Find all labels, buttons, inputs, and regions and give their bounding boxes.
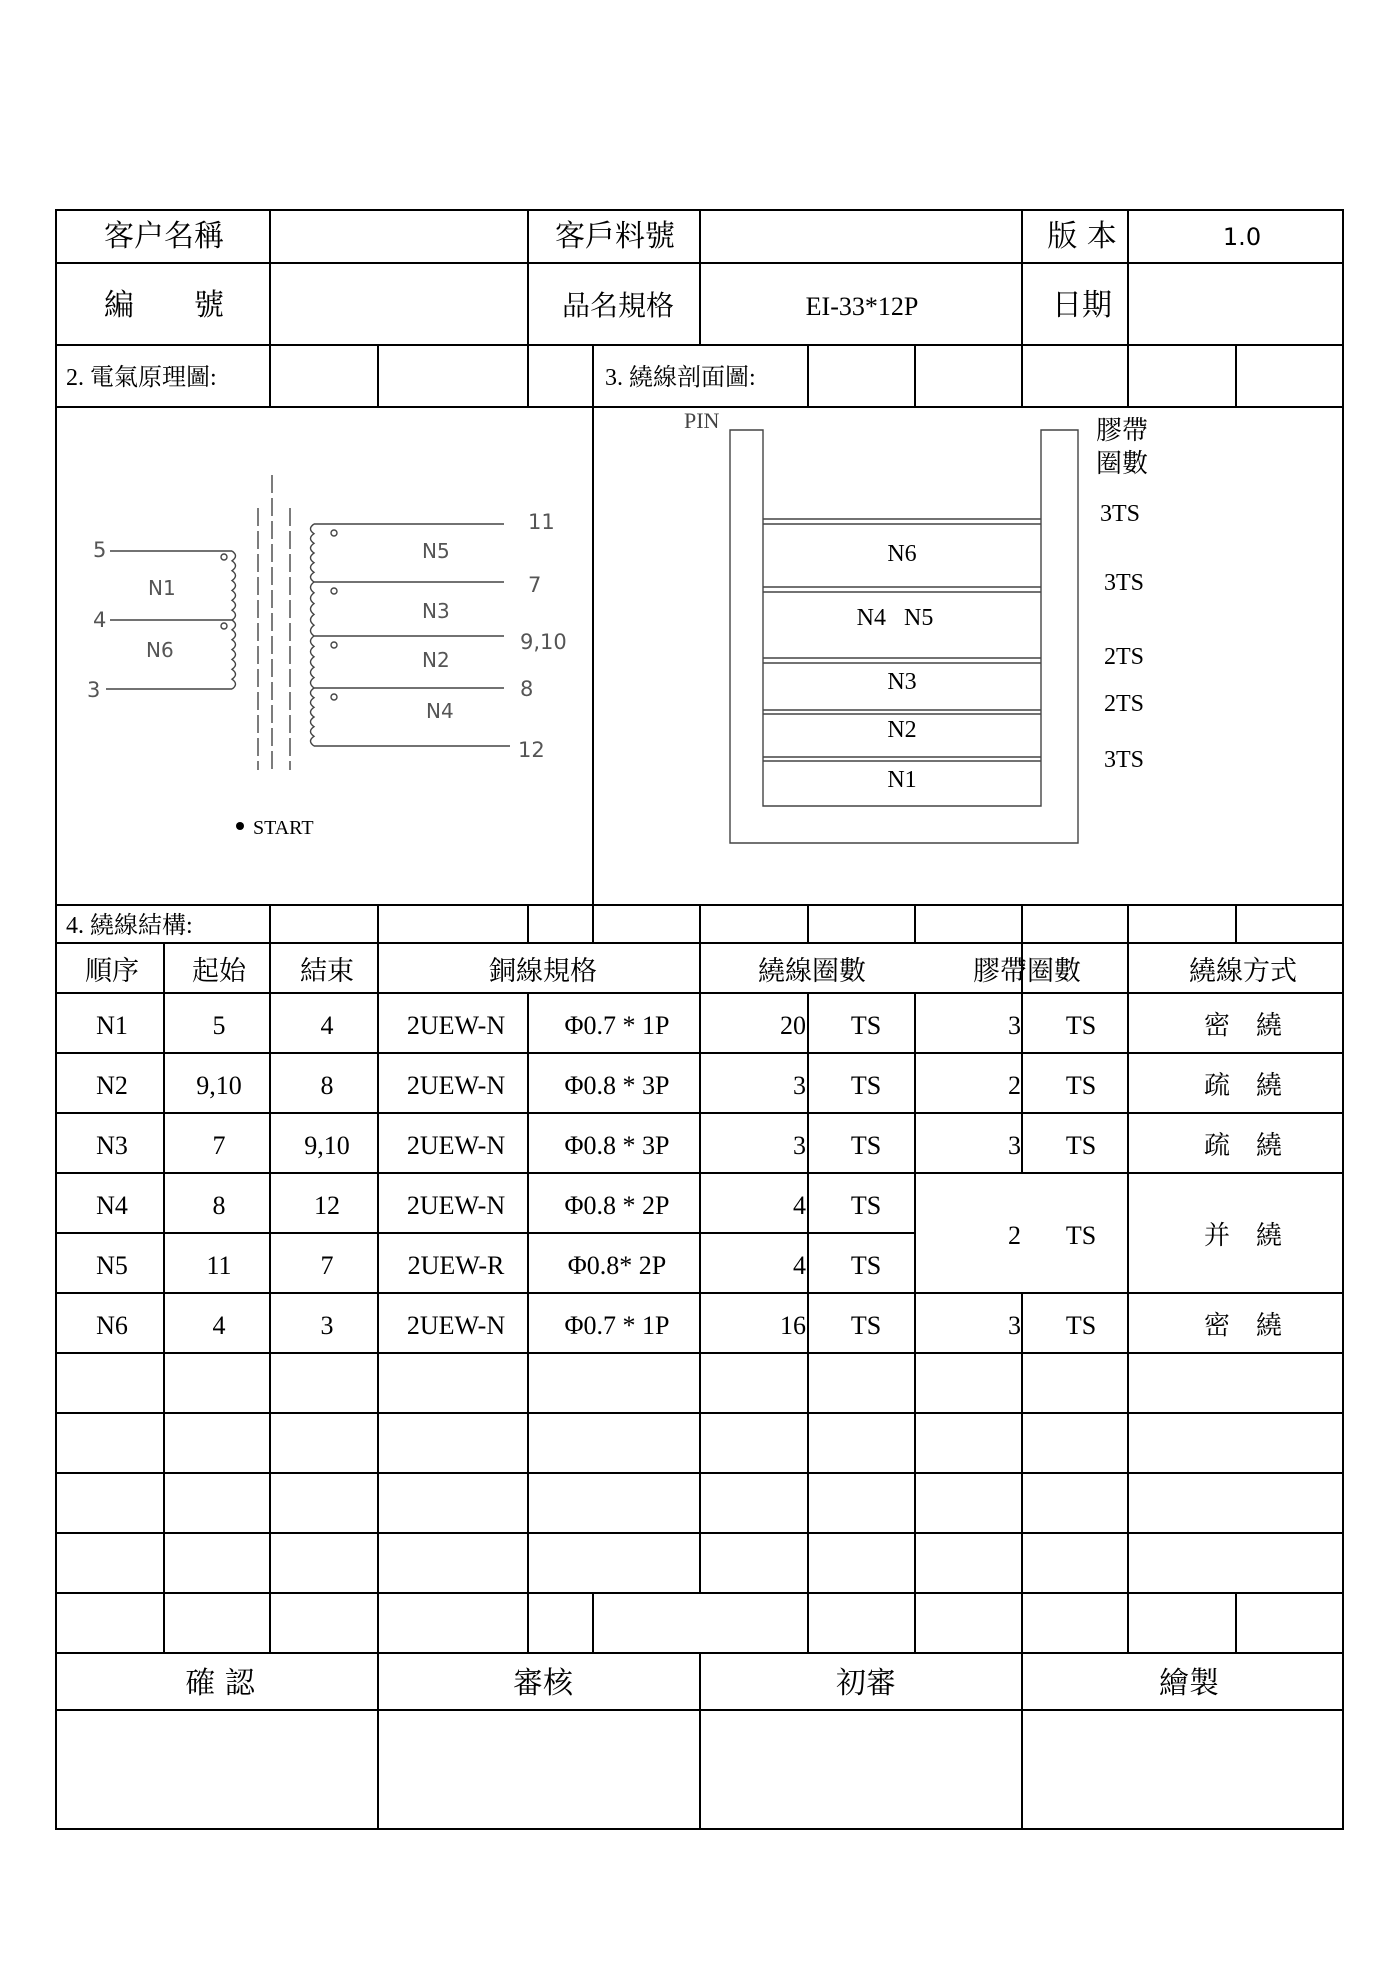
pin-label-8: 8 [520, 677, 534, 701]
cell-size: Φ0.7 * 1P [564, 1011, 670, 1040]
polarity-dot [331, 642, 337, 648]
winding-label-n6: N6 [146, 638, 174, 662]
pin-label-11: 11 [528, 510, 555, 534]
cell-tape: 3 [1008, 1011, 1021, 1040]
cell-tape-unit: TS [1065, 1311, 1097, 1340]
sign-first-review-label: 初審 [836, 1666, 896, 1701]
secondary-winding-coil [311, 582, 315, 636]
cell-size: Φ0.7 * 1P [564, 1311, 670, 1340]
cell-size: Φ0.8* 2P [567, 1251, 667, 1280]
cell-tape-unit: TS [1065, 1131, 1097, 1160]
cell-start: 4 [212, 1311, 226, 1340]
cell-start: 11 [206, 1251, 232, 1280]
tape-turns-value: 3TS [1104, 747, 1145, 773]
winding-label-n5: N5 [422, 539, 450, 563]
header-wire-spec: 銅線規格 [489, 956, 597, 987]
winding-label-n3: N3 [422, 599, 450, 623]
cell-method: 密 繞 [1203, 1011, 1283, 1041]
version-label: 版 本 [1047, 219, 1117, 254]
cell-start: 8 [212, 1191, 226, 1220]
cell-tape: 3 [1008, 1131, 1021, 1160]
winding-label-n4: N4 [426, 699, 454, 723]
cell-size: Φ0.8 * 2P [564, 1191, 670, 1220]
cell-wire: 2UEW-N [406, 1071, 506, 1100]
cell-end: 7 [320, 1251, 334, 1280]
cell-end: 9,10 [304, 1131, 350, 1160]
polarity-dot [221, 554, 227, 560]
cell-turns: 3 [793, 1131, 806, 1160]
sign-confirm-label: 確 認 [185, 1666, 255, 1701]
cell-start: 9,10 [196, 1071, 242, 1100]
pin-label-3: 3 [87, 678, 101, 702]
product-spec-value: EI-33*12P [805, 292, 919, 321]
layer-label-n4-n5: N4 N5 [856, 605, 934, 631]
cross-section-title: 3. 繞線剖面圖: [605, 365, 756, 391]
schematic-title: 2. 電氣原理圖: [66, 365, 217, 391]
cell-wire: 2UEW-R [407, 1251, 505, 1280]
cell-tape: 2 [1008, 1221, 1021, 1250]
tape-turns-header-1: 膠帶 [1096, 416, 1149, 446]
polarity-dot [221, 623, 227, 629]
cell-tape: 2 [1008, 1071, 1021, 1100]
cell-wire: 2UEW-N [406, 1131, 506, 1160]
cell-id: N4 [96, 1191, 128, 1220]
layer-label-n6: N6 [887, 541, 917, 567]
cell-turns-unit: TS [850, 1011, 882, 1040]
secondary-winding-coil [311, 688, 315, 746]
pin-header: PIN [684, 408, 720, 433]
pin-label-7: 7 [528, 573, 542, 597]
layer-label-n1: N1 [887, 767, 917, 793]
cell-tape: 3 [1008, 1311, 1021, 1340]
number-label: 編 號 [104, 288, 224, 323]
cell-turns-unit: TS [850, 1131, 882, 1160]
tape-turns-header-2: 圈數 [1096, 449, 1149, 479]
cell-turns: 3 [793, 1071, 806, 1100]
cell-wire: 2UEW-N [406, 1311, 506, 1340]
cell-tape-unit: TS [1065, 1071, 1097, 1100]
cell-tape-unit: TS [1065, 1221, 1097, 1250]
pin-label-9-10: 9,10 [520, 630, 567, 654]
cell-turns: 20 [780, 1011, 806, 1040]
polarity-dot [331, 588, 337, 594]
start-dot [236, 822, 244, 830]
product-spec-label: 品名規格 [561, 289, 675, 322]
secondary-winding-coil [311, 636, 315, 688]
cell-size: Φ0.8 * 3P [564, 1131, 670, 1160]
cell-method: 密 繞 [1203, 1311, 1283, 1341]
polarity-dot [331, 530, 337, 536]
cell-method: 疏 繞 [1203, 1131, 1283, 1161]
cell-wire: 2UEW-N [406, 1191, 506, 1220]
cell-id: N5 [96, 1251, 128, 1280]
secondary-winding-coil [311, 524, 315, 582]
cell-end: 8 [320, 1071, 334, 1100]
cell-turns: 4 [793, 1251, 806, 1280]
cell-size: Φ0.8 * 3P [564, 1071, 670, 1100]
sign-drawn-label: 繪製 [1159, 1666, 1219, 1701]
cell-turns-unit: TS [850, 1251, 882, 1280]
tape-turns-value: 2TS [1104, 644, 1145, 670]
winding-label-n2: N2 [422, 648, 450, 672]
sign-review-label: 審核 [513, 1666, 573, 1701]
cell-id: N1 [96, 1011, 128, 1040]
header-order: 順序 [85, 956, 139, 987]
winding-coil-n1 [232, 551, 236, 620]
winding-coil-n6 [232, 620, 236, 689]
header-start: 起始 [192, 956, 246, 987]
cell-end: 3 [320, 1311, 334, 1340]
pin-label-5: 5 [93, 538, 107, 562]
tape-turns-value: 3TS [1104, 570, 1145, 596]
customer-name-label: 客户名稱 [104, 219, 224, 254]
cell-turns-unit: TS [850, 1311, 882, 1340]
cell-id: N3 [96, 1131, 128, 1160]
customer-part-label: 客戶料號 [555, 219, 675, 254]
header-tape-turns: 膠帶圈數 [973, 956, 1081, 987]
table-grid [56, 210, 1343, 1829]
layer-label-n3: N3 [887, 669, 917, 695]
cell-end: 4 [320, 1011, 334, 1040]
cell-start: 7 [212, 1131, 226, 1160]
header-winding-turns: 繞線圈數 [758, 956, 866, 987]
cell-turns-unit: TS [850, 1071, 882, 1100]
polarity-dot [331, 694, 337, 700]
pin-label-4: 4 [93, 608, 107, 632]
cell-turns: 16 [780, 1311, 806, 1340]
date-label: 日期 [1052, 288, 1112, 323]
layer-label-n2: N2 [887, 717, 917, 743]
header-end: 結束 [300, 956, 354, 987]
cell-method: 疏 繞 [1203, 1071, 1283, 1101]
cell-id: N2 [96, 1071, 128, 1100]
tape-turns-value: 3TS [1100, 501, 1141, 527]
version-value: 1.0 [1222, 223, 1262, 251]
cell-turns: 4 [793, 1191, 806, 1220]
winding-structure-title: 4. 繞線結構: [66, 913, 193, 939]
cell-method: 并 繞 [1203, 1221, 1283, 1251]
winding-label-n1: N1 [148, 576, 176, 600]
cell-end: 12 [314, 1191, 340, 1220]
tape-turns-value: 2TS [1104, 691, 1145, 717]
cell-id: N6 [96, 1311, 128, 1340]
cell-wire: 2UEW-N [406, 1011, 506, 1040]
pin-label-12: 12 [518, 738, 545, 762]
cell-turns-unit: TS [850, 1191, 882, 1220]
start-label: START [253, 817, 314, 839]
header-method: 繞線方式 [1189, 956, 1297, 987]
cell-start: 5 [212, 1011, 226, 1040]
cell-tape-unit: TS [1065, 1011, 1097, 1040]
